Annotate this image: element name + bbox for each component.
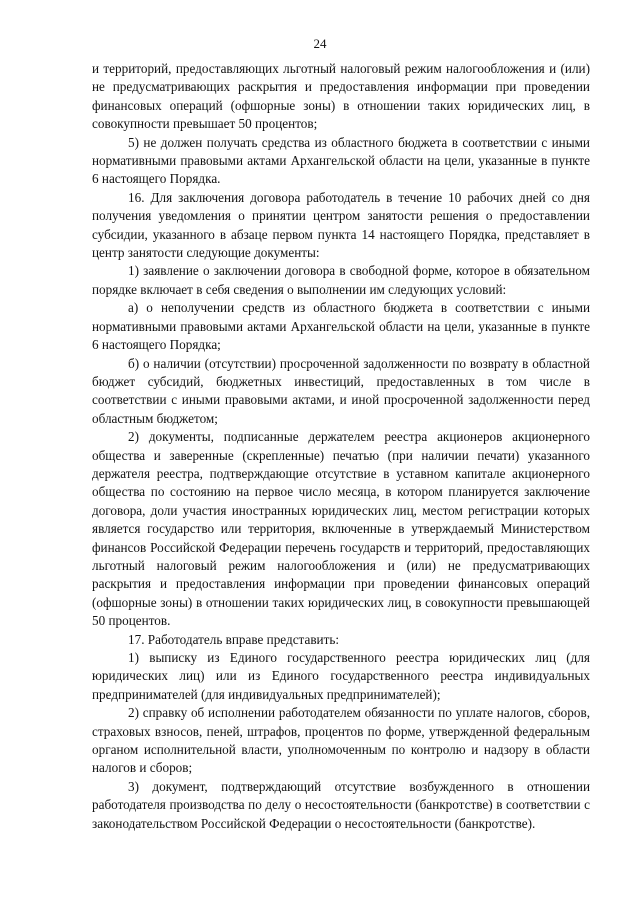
paragraph-clause-17-item-1: 1) выписку из Единого государственного реестра юридических лиц (для юридических лиц) или из Единого государственного реестра индивидуальных предпринимателей (для индивидуальных предпринимателей); bbox=[92, 650, 590, 702]
paragraph-clause-16: 16. Для заключения договора работодатель в течение 10 рабочих дней со дня получения уведомления о принятии центром занятости решения о предоставлении субсидии, указанного в абзаце первом пункта 14 настоящего Порядка, представляет в центр занятости следующие документы: bbox=[92, 189, 590, 261]
paragraph-clause-16-item-2: 2) документы, подписанные держателем реестра акционеров акционерного общества и заверенные (скрепленные) печатью (при наличии печати) указанного держателя реестра, подтверждающие отсутствие в уставном капитале акционерного общества по состоянию на первое число месяца, в котором планируется заключение договора, доли участия иностранных юридических лиц, местом регистрации которых является государство или территория, включенные в утверждаемый Министерством финансов Российской Федерации перечень государств и территорий, предоставляющих льготный налоговый режим налогообложения и (или) не предусматривающих раскрытия и предоставления информации при проведении финансовых операций (офшорные зоны) в отношении таких юридических лиц, в совокупности превышающей 50 процентов. bbox=[92, 429, 590, 629]
paragraph-clause-17-item-3: 3) документ, подтверждающий отсутствие возбужденного в отношении работодателя производства по делу о несостоятельности (банкротстве) в соответствии с законодательством Российской Федерации о несостоятельности (банкротстве). bbox=[92, 778, 590, 831]
paragraph-continuation: и территорий, предоставляющих льготный налоговый режим налогообложения и (или) не предусматривающих раскрытия и предоставления информации при проведении финансовых операций (офшорные зоны) в отношении таких юридических лиц, в совокупности превышает 50 процентов; bbox=[92, 61, 590, 132]
document-body bbox=[92, 60, 590, 833]
paragraph-clause-17-item-2: 2) справку об исполнении работодателем обязанности по уплате налогов, сборов, страховых взносов, пеней, штрафов, процентов по форме, утвержденной федеральным органом исполнительной власти, уполномоченным по контролю и надзору в области налогов и сборов; bbox=[92, 705, 590, 776]
paragraph-clause-16-item-1a: а) о неполучении средств из областного бюджета в соответствии с иными нормативными правовыми актами Архангельской области на цели, указанные в пункте 6 настоящего Порядка; bbox=[92, 300, 590, 353]
paragraph-clause-16-item-1b: б) о наличии (отсутствии) просроченной задолженности по возврату в областной бюджет субсидий, бюджетных инвестиций, предоставленных в том числе в соответствии с иными правовыми актами, и иной просроченной задолженности перед областным бюджетом; bbox=[92, 355, 590, 426]
paragraph-clause-16-item-1: 1) заявление о заключении договора в свободной форме, которое в обязательном порядке включает в себя сведения о выполнении им следующих условий: bbox=[92, 263, 590, 297]
paragraph-item-5: 5) не должен получать средства из областного бюджета в соответствии с иными нормативными правовыми актами Архангельской области на цели, указанные в пункте 6 настоящего Порядка. bbox=[92, 134, 590, 187]
page-number: 24 bbox=[313, 36, 327, 51]
paragraph-clause-17: 17. Работодатель вправе представить: bbox=[128, 631, 340, 647]
